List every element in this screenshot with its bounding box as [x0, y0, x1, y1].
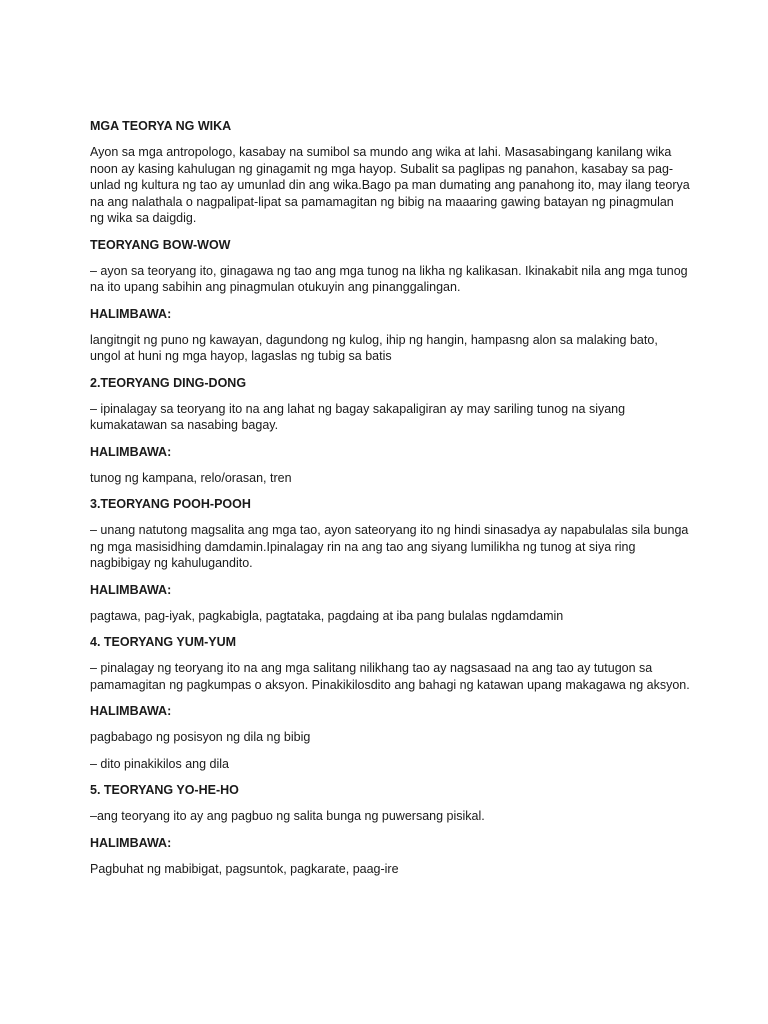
example-text: pagbabago ng posisyon ng dila ng bibig — [90, 730, 311, 744]
section-heading: 2.TEORYANG DING-DONG — [90, 375, 247, 390]
example-text: tunog ng kampana, relo/orasan, tren — [90, 470, 292, 485]
section-description: – pinalagay ng teoryang ito na ang mga salitang nilikhang tao ay nagsasaad na ang tao ay tutugon sa pamamagitan ng pagkumpas o aksyon. Pinakikilosdito ang bahagi ng katawan upang makagawa ng aksyon. — [90, 661, 690, 692]
intro-paragraph: Ayon sa mga antropologo, kasabay na sumibol sa mundo ang wika at lahi. Masasabingang kanilang wika noon ay kasing kahulugan ng ginagamit ng mga hayop. Subalit sa paglipas ng panahon, kasabay sa pag-unlad ng kultura ng tao ay umunlad din ang wika.Bago pa man dumating ang panahong ito, may ilang teorya na ang nalathala o nagpalipat-lipat sa pamamagitan ng bibig na maaaring gawing batayan ng pinagmulan ng wika sa daigdig. — [90, 145, 690, 225]
example-heading: HALIMBAWA: — [90, 582, 172, 597]
example-text: – dito pinakikilos ang dila — [90, 756, 229, 771]
example-text: Pagbuhat ng mabibigat, pagsuntok, pagkarate, paag-ire — [90, 861, 399, 876]
example-text: langitngit ng puno ng kawayan, dagundong ng kulog, ihip ng hangin, hampasng alon sa malaking bato, ungol at huni ng mga hayop, lagaslas ng tubig sa batis — [90, 332, 658, 363]
example-text: pagtawa, pag-iyak, pagkabigla, pagtataka, pagdaing at iba pang bulalas ngdamdamin — [90, 608, 564, 623]
example-heading: HALIMBAWA: — [90, 835, 172, 850]
section-heading: 4. TEORYANG YUM-YUM — [90, 635, 237, 649]
example-heading: HALIMBAWA: — [90, 704, 172, 718]
example-heading: HALIMBAWA: — [90, 306, 172, 321]
section-heading: 5. TEORYANG YO-HE-HO — [90, 783, 239, 797]
section-description: –ang teoryang ito ay ang pagbuo ng salita bunga ng puwersang pisikal. — [90, 809, 485, 823]
section-description: – ayon sa teoryang ito, ginagawa ng tao ang mga tunog na likha ng kalikasan. Ikinakabit nila ang mga tunog na ito upang sabihin ang pinagmulan otukuyin ang pinanggalingan. — [90, 263, 688, 294]
example-heading: HALIMBAWA: — [90, 444, 172, 459]
document-title: MGA TEORYA NG WIKA — [90, 119, 232, 133]
document-page — [90, 118, 690, 887]
sections-container — [90, 237, 690, 878]
section-description: – ipinalagay sa teoryang ito na ang lahat ng bagay sakapaligiran ay may sariling tunog na siyang kumakatawan sa nasabing bagay. — [90, 401, 626, 432]
section-description: – unang natutong magsalita ang mga tao, ayon sateoryang ito ng hindi sinasadya ay napabulalas sila bunga ng mga masisidhing damdamin.Ipinalagay rin na ang tao ang siyang lumilikha ng tunog at siya ring nagbibigay ng kahulugandito. — [90, 523, 689, 570]
section-heading: 3.TEORYANG POOH-POOH — [90, 497, 251, 511]
section-heading: TEORYANG BOW-WOW — [90, 237, 231, 252]
